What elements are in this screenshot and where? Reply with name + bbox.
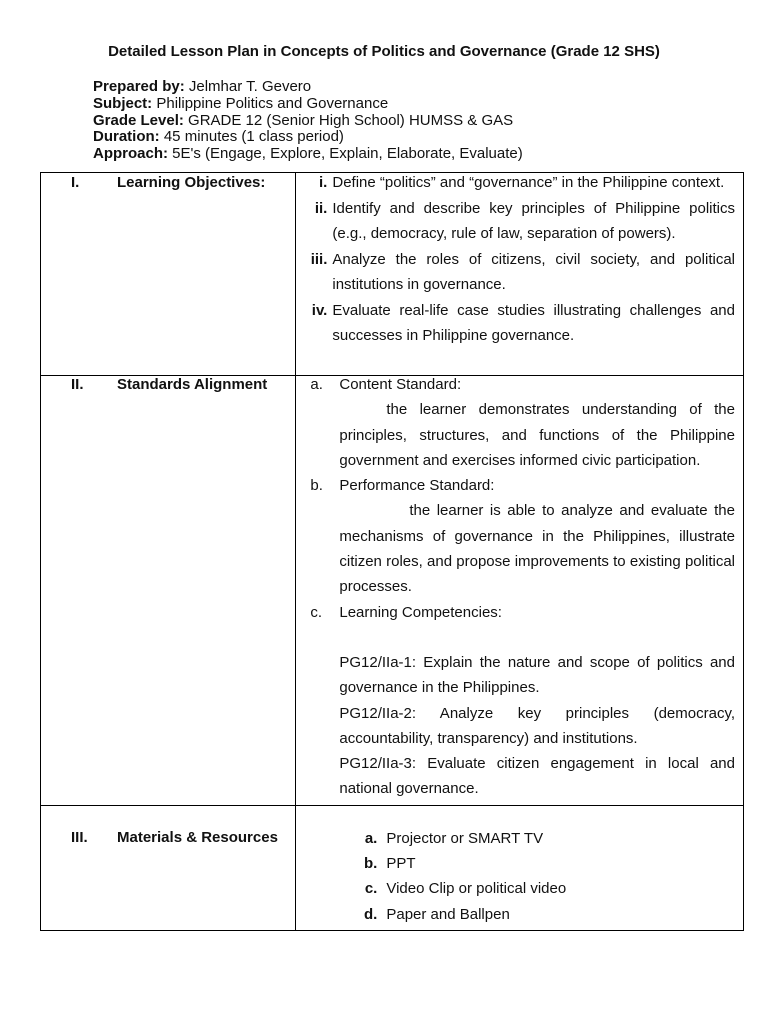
item-letter: b. [364, 855, 378, 873]
standards-row [41, 376, 744, 806]
item-text: PPT [386, 855, 416, 873]
item-letter: a. [364, 830, 378, 847]
item-number: iv. [311, 302, 328, 319]
item-text: Analyze the roles of citizens, civil society, and political institutions in governance. [332, 251, 735, 293]
item-number: iii. [310, 251, 328, 268]
duration-label: Duration: [93, 128, 160, 146]
performance-standard-item [296, 473, 743, 498]
list-item [296, 298, 735, 348]
section-heading: Standards Alignment [117, 376, 268, 393]
list-item [296, 826, 743, 851]
competency-item: PG12/IIa-2: Analyze key principles (democracy, accountability, transparency) and institutions. [339, 704, 735, 747]
item-text: Define “politics” and “governance” in the Philippine context. [332, 174, 725, 191]
list-item [296, 247, 735, 297]
objectives-list [296, 170, 743, 348]
approach-value: 5E's (Engage, Explore, Explain, Elaborate, Evaluate) [172, 145, 523, 163]
section-heading: Materials & Resources [117, 829, 278, 846]
performance-standard-text: the learner is able to analyze and evaluate the mechanisms of governance in the Philippines, illustrate citizen roles, and propose improvements to existing political processes. [339, 502, 735, 596]
standards-list [296, 372, 743, 802]
standards-content-cell [296, 376, 744, 806]
lesson-meta [93, 79, 523, 163]
item-text: Projector or SMART TV [386, 830, 544, 847]
duration-value: 45 minutes (1 class period) [163, 128, 344, 146]
materials-list [296, 826, 743, 927]
item-letter: c. [310, 603, 323, 621]
list-item [296, 902, 743, 927]
item-letter: b. [310, 477, 323, 495]
materials-heading-cell [41, 806, 296, 931]
item-text: Paper and Ballpen [386, 905, 510, 923]
objectives-content-cell [296, 173, 744, 376]
item-letter: d. [364, 905, 378, 923]
materials-row [41, 806, 744, 931]
approach-label: Approach: [93, 145, 168, 163]
item-text: Evaluate real-life case studies illustrating challenges and successes in Philippine governance. [332, 302, 735, 344]
section-numeral: I. [71, 174, 80, 191]
prepared-by-row [93, 79, 523, 96]
list-item [296, 170, 735, 195]
standards-heading-cell [41, 376, 296, 806]
item-text: Video Clip or political video [386, 880, 567, 898]
competencies-list [296, 650, 743, 802]
grade-level-row [93, 113, 523, 130]
item-number: i. [319, 174, 328, 191]
objectives-row [41, 173, 744, 376]
list-item [296, 196, 735, 246]
document-title: Detailed Lesson Plan in Concepts of Politics and Governance (Grade 12 SHS) [108, 43, 660, 60]
section-heading: Learning Objectives: [117, 174, 266, 191]
item-text: Identify and describe key principles of Philippine politics (e.g., democracy, rule of law, separation of powers). [332, 200, 735, 242]
item-label: Performance Standard: [339, 477, 495, 495]
grade-level-label: Grade Level: [93, 111, 184, 129]
item-label: Content Standard: [339, 376, 462, 393]
item-letter: c. [364, 880, 378, 898]
lesson-plan-table [40, 172, 744, 931]
list-item [296, 851, 743, 876]
item-label: Learning Competencies: [339, 603, 502, 621]
list-item [296, 876, 743, 901]
competency-item: PG12/IIa-3: Evaluate citizen engagement in local and national governance. [339, 755, 735, 798]
grade-level-value: GRADE 12 (Senior High School) HUMSS & GAS [188, 111, 514, 129]
section-numeral: II. [71, 376, 84, 393]
content-standard-text: the learner demonstrates understanding of the principles, structures, and functions of the Philippine government and exercises informed civic participation. [339, 401, 735, 469]
materials-content-cell [296, 806, 744, 931]
prepared-by-label: Prepared by: [93, 78, 185, 95]
item-letter: a. [310, 376, 323, 393]
subject-value: Philippine Politics and Governance [156, 94, 389, 112]
subject-row [93, 96, 523, 113]
competencies-item [296, 600, 743, 625]
subject-label: Subject: [93, 94, 153, 112]
competency-item: PG12/IIa-1: Explain the nature and scope of politics and governance in the Philippines. [339, 653, 735, 697]
item-number: ii. [314, 200, 328, 217]
approach-row [93, 146, 523, 163]
objectives-heading-cell [41, 173, 296, 376]
duration-row [93, 129, 523, 146]
section-numeral: III. [71, 829, 88, 846]
prepared-by-value: Jelmhar T. Gevero [188, 78, 312, 95]
content-standard-item [296, 372, 743, 397]
